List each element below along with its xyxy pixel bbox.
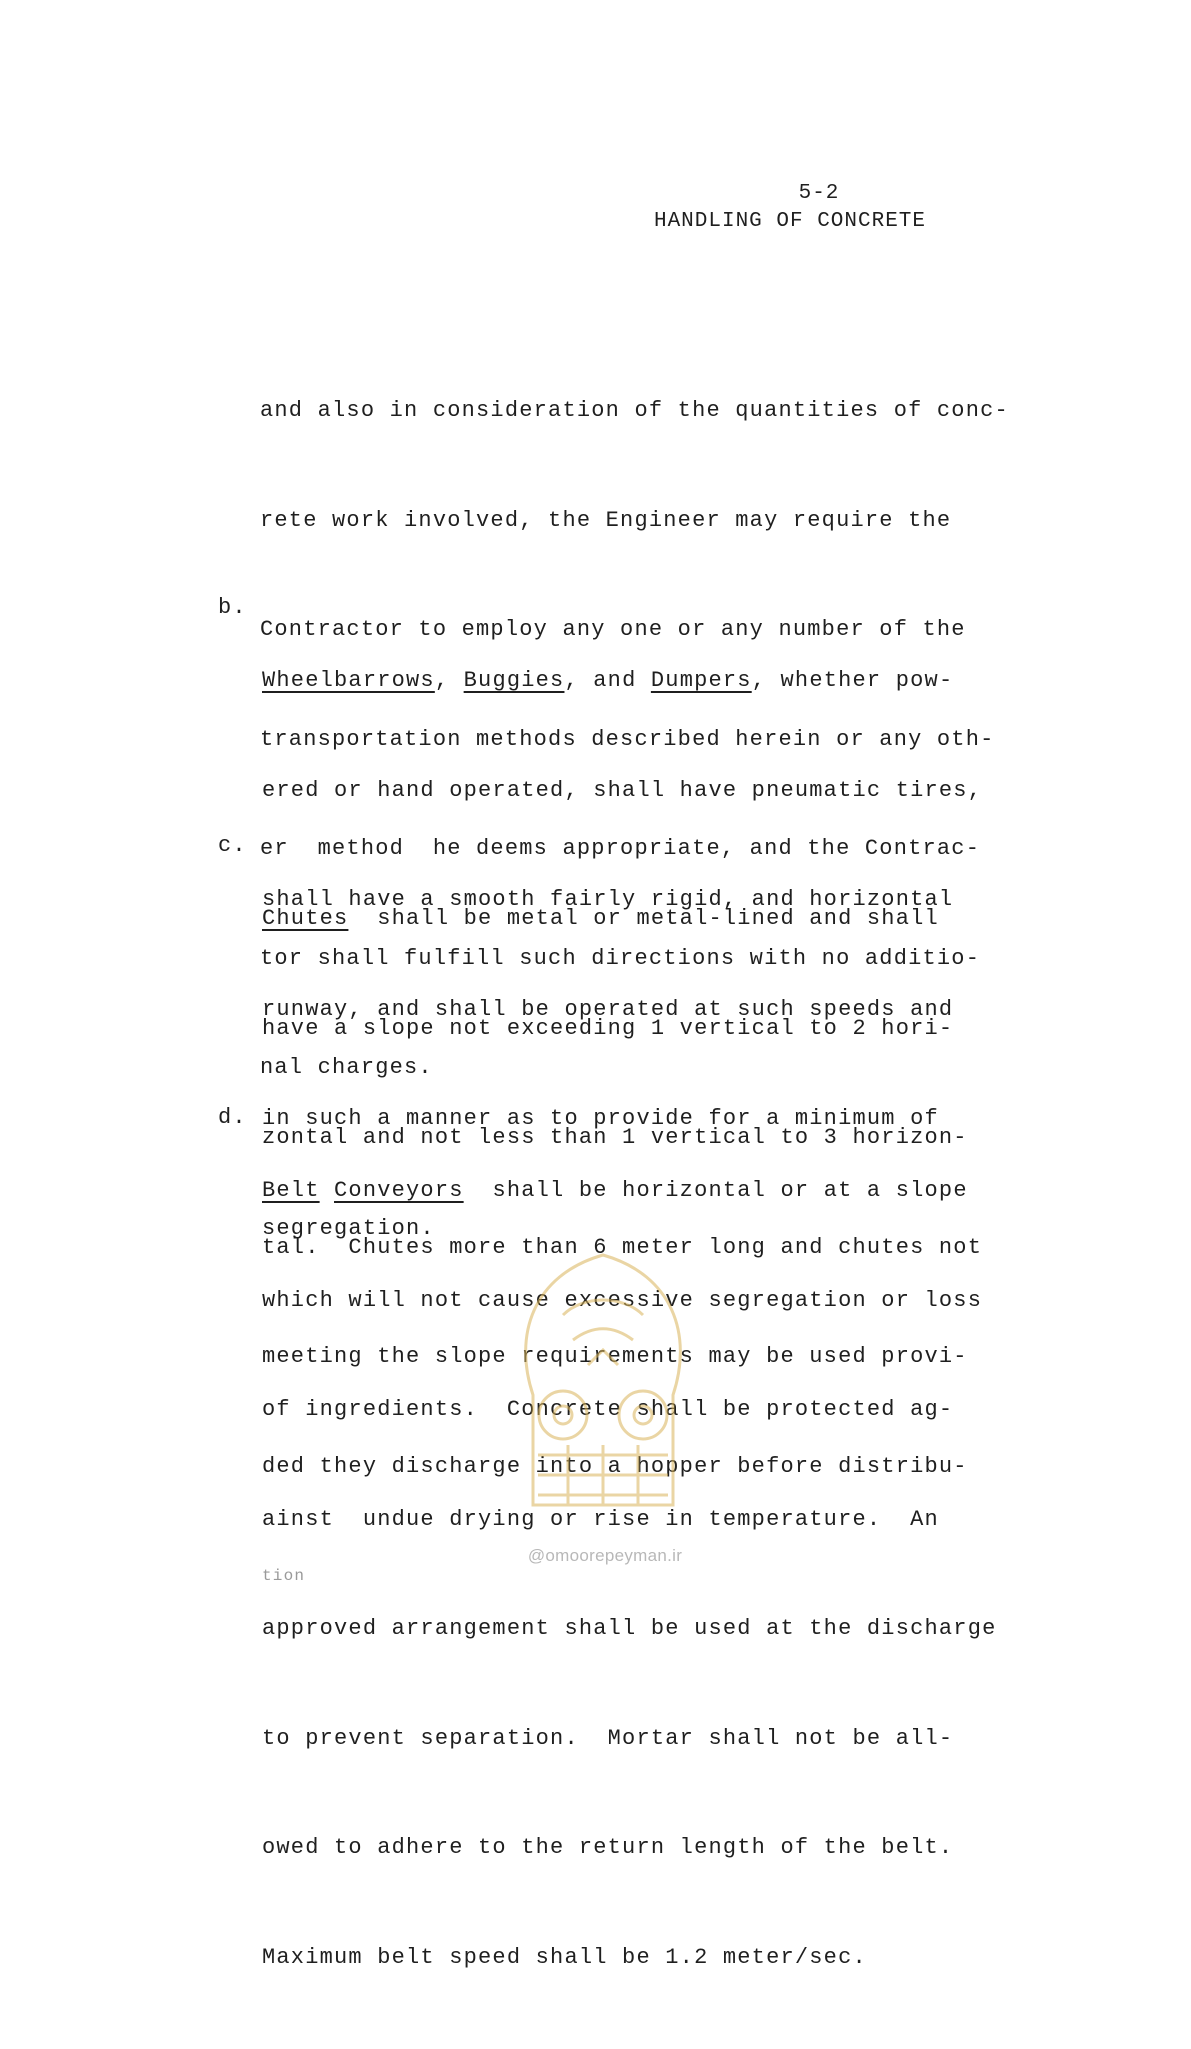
section-title: HANDLING OF CONCRETE: [653, 210, 927, 233]
text-line: in such a manner as to provide for a minimum of: [262, 1106, 939, 1131]
watermark-logo-icon: [493, 1245, 713, 1535]
text-line: which will not cause excessive segregation or loss: [262, 1287, 983, 1313]
first-line-rest: , whether pow-: [751, 668, 954, 693]
text-line: shall have a smooth fairly rigid, and horizontal: [262, 887, 954, 912]
term-dumpers: Dumpers: [650, 668, 752, 693]
item-letter: d.: [218, 1105, 247, 1130]
term-chutes: Chutes: [262, 906, 349, 931]
item-letter: b.: [218, 595, 247, 620]
text-line: zontal and not less than 1 vertical to 3 horizon-: [262, 1125, 968, 1150]
text-line: Contractor to employ any one or any number of the: [260, 617, 966, 642]
item-letter: c.: [218, 833, 247, 858]
text-line: transportation methods described herein or any oth-: [260, 726, 995, 752]
text-line: meeting the slope requirements may be used provi-: [262, 1344, 968, 1369]
text-line: ainst undue drying or rise in temperature. An: [262, 1506, 939, 1532]
term-belt: Belt: [262, 1178, 320, 1203]
text-line: have a slope not exceeding 1 vertical to 2 hori-: [262, 1015, 954, 1041]
text-line: runway, and shall be operated at such speeds and: [262, 996, 954, 1022]
text-line: of ingredients. Concrete shall be protected ag-: [262, 1397, 954, 1422]
text-line: owed to adhere to the return length of the belt.: [262, 1835, 954, 1860]
text-line: approved arrangement shall be used at the discharge: [262, 1616, 997, 1641]
page-number: 5-2: [798, 182, 840, 205]
connector: , and: [564, 668, 651, 693]
text-line: tor shall fulfill such directions with no additio-: [260, 945, 981, 971]
text-line: tal. Chutes more than 6 meter long and chutes not: [262, 1234, 983, 1260]
watermark-text: @omoorepeyman.ir: [527, 1546, 683, 1565]
text-line: ered or hand operated, shall have pneumatic tires,: [262, 777, 983, 803]
page-header: [630, 180, 950, 236]
connector: ,: [434, 668, 464, 693]
first-line-rest: shall be metal or metal-lined and shall: [348, 906, 939, 931]
term-wheelbarrows: Wheelbarrows: [262, 668, 435, 693]
text-line: Maximum belt speed shall be 1.2 meter/sec.: [262, 1944, 867, 1970]
text-line: and also in consideration of the quantities of conc-: [260, 398, 1009, 423]
text-line: rete work involved, the Engineer may require the: [260, 507, 952, 533]
text-line: [262, 663, 982, 700]
first-line-rest: shall be horizontal or at a slope: [463, 1178, 968, 1203]
text-line: ded they discharge into a hopper before distribu-: [262, 1453, 968, 1479]
term-buggies: Buggies: [463, 668, 565, 693]
text-line: [262, 1173, 997, 1210]
text-line: [262, 901, 982, 938]
term-conveyors: Conveyors: [334, 1178, 464, 1203]
text-line: nal charges.: [260, 1055, 433, 1080]
text-line: er method he deems appropriate, and the Contrac-: [260, 836, 981, 861]
text-line-faded: tion: [262, 1567, 306, 1585]
text-line: segregation.: [262, 1215, 435, 1241]
text-line: to prevent separation. Mortar shall not be all-: [262, 1725, 954, 1751]
